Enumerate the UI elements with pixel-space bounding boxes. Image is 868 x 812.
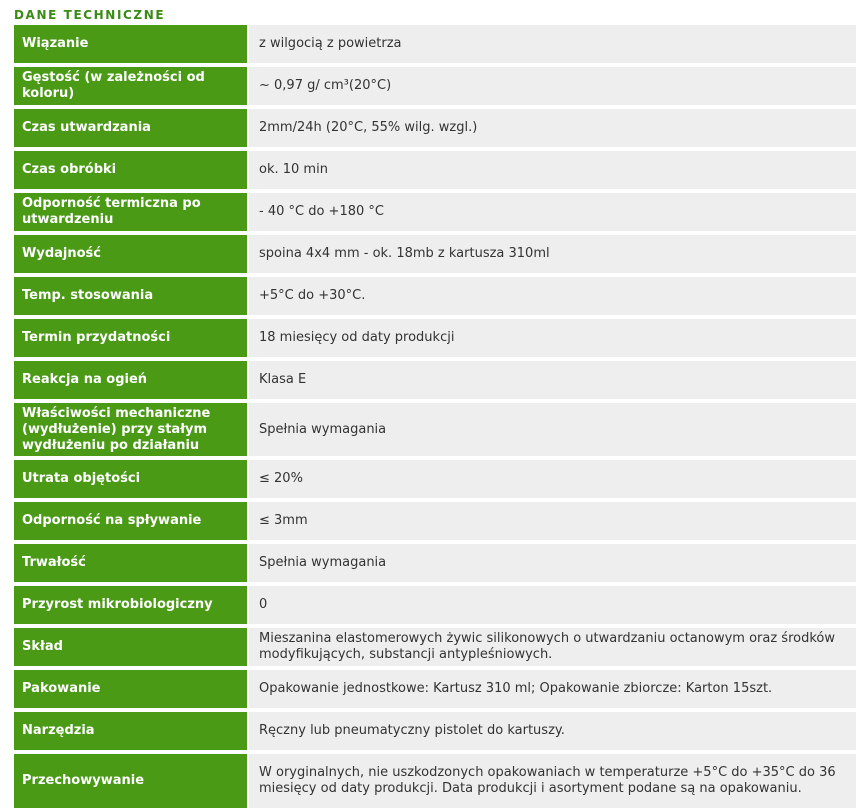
row-value: Ręczny lub pneumatyczny pistolet do kartuszy. xyxy=(249,712,856,750)
row-value: Spełnia wymagania xyxy=(249,403,856,456)
row-value: ≤ 20% xyxy=(249,460,856,498)
row-label: Temp. stosowania xyxy=(14,277,247,315)
row-value: +5°C do +30°C. xyxy=(249,277,856,315)
row-value: spoina 4x4 mm - ok. 18mb z kartusza 310ml xyxy=(249,235,856,273)
row-value: Klasa E xyxy=(249,361,856,399)
row-value: W oryginalnych, nie uszkodzonych opakowaniach w temperaturze +5°C do +35°C do 36 miesięcy od daty produkcji. Data produkcji i asortyment podane są na opakowaniu. xyxy=(249,754,856,808)
row-value: 2mm/24h (20°C, 55% wilg. wzgl.) xyxy=(249,109,856,147)
row-label: Gęstość (w zależności od koloru) xyxy=(14,67,247,105)
row-label: Przechowywanie xyxy=(14,754,247,808)
row-label: Wiązanie xyxy=(14,25,247,63)
table-row xyxy=(14,319,856,357)
row-label: Narzędzia xyxy=(14,712,247,750)
row-label: Wydajność xyxy=(14,235,247,273)
row-label: Pakowanie xyxy=(14,670,247,708)
table-row xyxy=(14,544,856,582)
table-row xyxy=(14,403,856,456)
table-row xyxy=(14,670,856,708)
row-value: ~ 0,97 g/ cm³(20°C) xyxy=(249,67,856,105)
row-value: ok. 10 min xyxy=(249,151,856,189)
row-label: Przyrost mikrobiologiczny xyxy=(14,586,247,624)
table-row xyxy=(14,712,856,750)
table-row xyxy=(14,502,856,540)
row-label: Właściwości mechaniczne (wydłużenie) przy stałym wydłużeniu po działaniu xyxy=(14,403,247,456)
row-value: 18 miesięcy od daty produkcji xyxy=(249,319,856,357)
row-value: 0 xyxy=(249,586,856,624)
table-row xyxy=(14,460,856,498)
table-row xyxy=(14,586,856,624)
technical-data-table xyxy=(14,25,856,812)
table-row xyxy=(14,151,856,189)
table-row xyxy=(14,193,856,231)
row-label: Reakcja na ogień xyxy=(14,361,247,399)
table-row xyxy=(14,628,856,666)
row-label: Skład xyxy=(14,628,247,666)
row-label: Czas utwardzania xyxy=(14,109,247,147)
row-label: Odporność termiczna po utwardzeniu xyxy=(14,193,247,231)
table-row xyxy=(14,277,856,315)
row-label: Odporność na spływanie xyxy=(14,502,247,540)
row-value: Spełnia wymagania xyxy=(249,544,856,582)
table-row xyxy=(14,67,856,105)
row-label: Trwałość xyxy=(14,544,247,582)
row-label: Czas obróbki xyxy=(14,151,247,189)
table-row xyxy=(14,361,856,399)
table-row xyxy=(14,235,856,273)
row-value: Mieszanina elastomerowych żywic silikonowych o utwardzaniu octanowym oraz środków modyfikujących, substancji antypleśniowych. xyxy=(249,628,856,666)
row-value: Opakowanie jednostkowe: Kartusz 310 ml; Opakowanie zbiorcze: Karton 15szt. xyxy=(249,670,856,708)
table-row xyxy=(14,25,856,63)
row-value: z wilgocią z powietrza xyxy=(249,25,856,63)
section-heading: DANE TECHNICZNE xyxy=(14,8,166,22)
row-value: ≤ 3mm xyxy=(249,502,856,540)
table-row xyxy=(14,109,856,147)
row-value: - 40 °C do +180 °C xyxy=(249,193,856,231)
row-label: Termin przydatności xyxy=(14,319,247,357)
row-label: Utrata objętości xyxy=(14,460,247,498)
table-row xyxy=(14,754,856,808)
